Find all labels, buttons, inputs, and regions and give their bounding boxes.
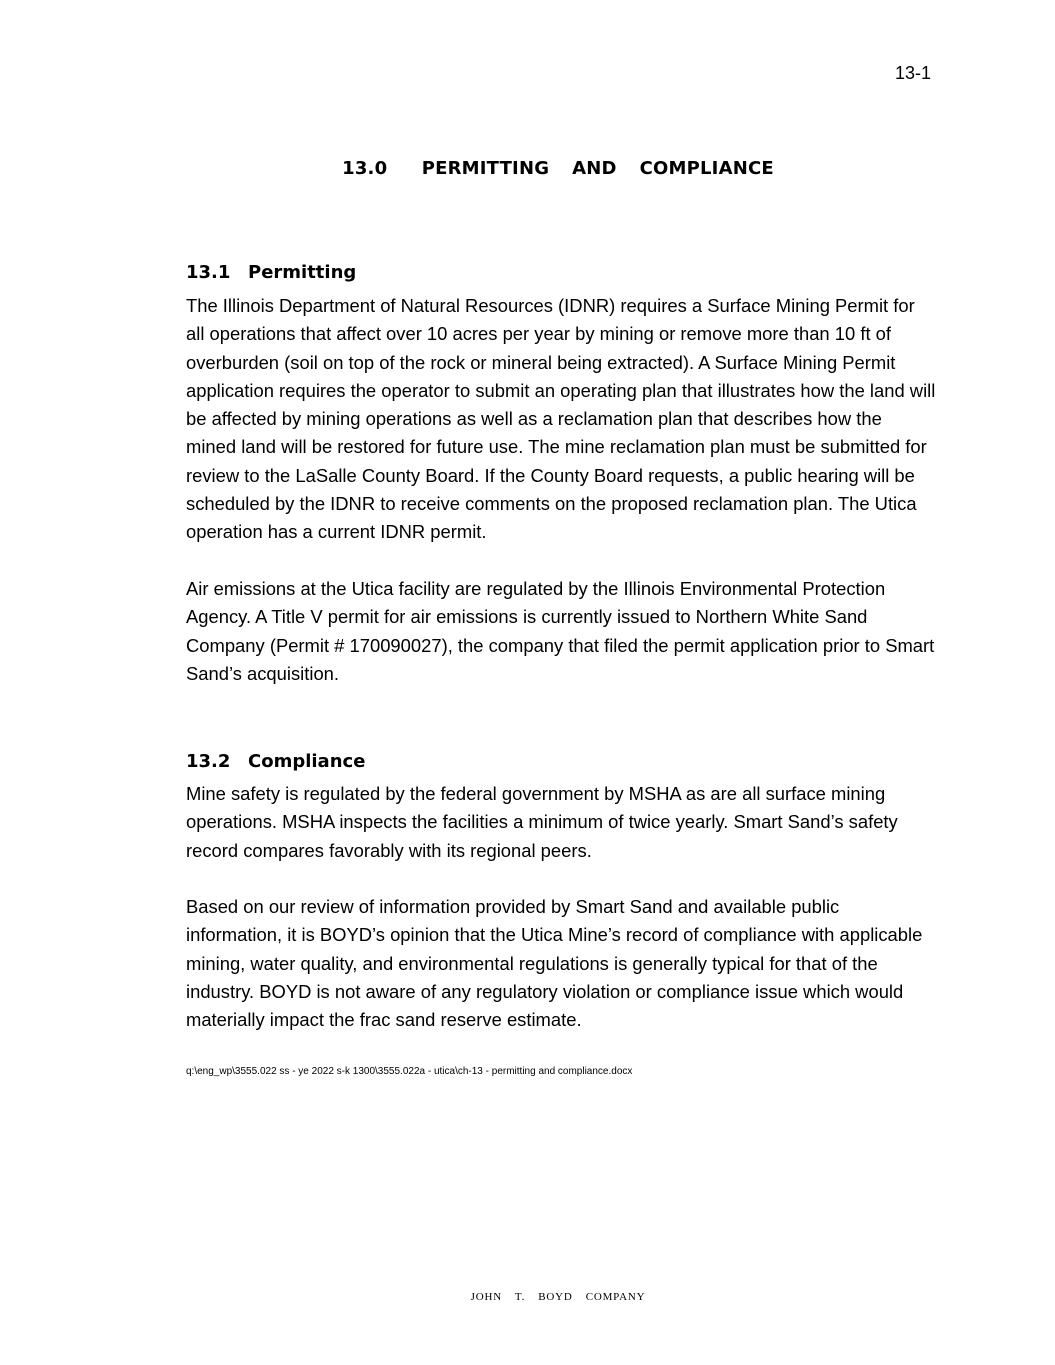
section-heading-compliance [186,751,365,773]
compliance-paragraph-2: Based on our review of information provided by Smart Sand and available public information, it is BOYD’s opinion that the Utica Mine’s record of compliance with applicable mining, water quality, and environmental regulations is generally typical for that of the industry. BOYD is not aware of any regulatory violation or compliance issue which would materially impact the frac sand reserve estimate. [186,896,923,1031]
section-number: 13.1 [186,262,231,283]
permitting-paragraph-1: The Illinois Department of Natural Resources (IDNR) requires a Surface Mining Permit for all operations that affect over 10 acres per year by mining or remove more than 10 ft of overburden (soil on top of the rock or mineral being extracted). A Surface Mining Permit application requires the operator to submit an operating plan that illustrates how the land will be affected by mining operations as well as a reclamation plan that describes how the mined land will be restored for future use. The mine reclamation plan must be submitted for review to the LaSalle County Board. If the County Board requests, a public hearing will be scheduled by the IDNR to receive comments on the proposed reclamation plan. The Utica operation has a current IDNR permit. [186,295,936,543]
chapter-title: 13.0 PERMITTING AND COMPLIANCE [342,158,774,179]
company-footer: JOHN T. BOYD COMPANY [470,1291,646,1303]
page-number: 13-1 [894,63,931,83]
permitting-paragraph-2: Air emissions at the Utica facility are regulated by the Illinois Environmental Protection Agency. A Title V permit for air emissions is currently issued to Northern White Sand Company (Permit # 170090027), the company that filed the permit application prior to Smart Sand’s acquisition. [186,578,935,684]
compliance-paragraph-1: Mine safety is regulated by the federal government by MSHA as are all surface mining operations. MSHA inspects the facilities a minimum of twice yearly. Smart Sand’s safety record compares favorably with its regional peers. [186,783,898,861]
section-title: Permitting [248,262,357,283]
section-heading-permitting [186,262,356,284]
section-number: 13.2 [186,751,231,772]
section-title: Compliance [248,751,366,772]
file-path: q:\eng_wp\3555.022 ss - ye 2022 s-k 1300\3555.022a - utica\ch-13 - permitting and compliance.docx [186,1066,633,1077]
